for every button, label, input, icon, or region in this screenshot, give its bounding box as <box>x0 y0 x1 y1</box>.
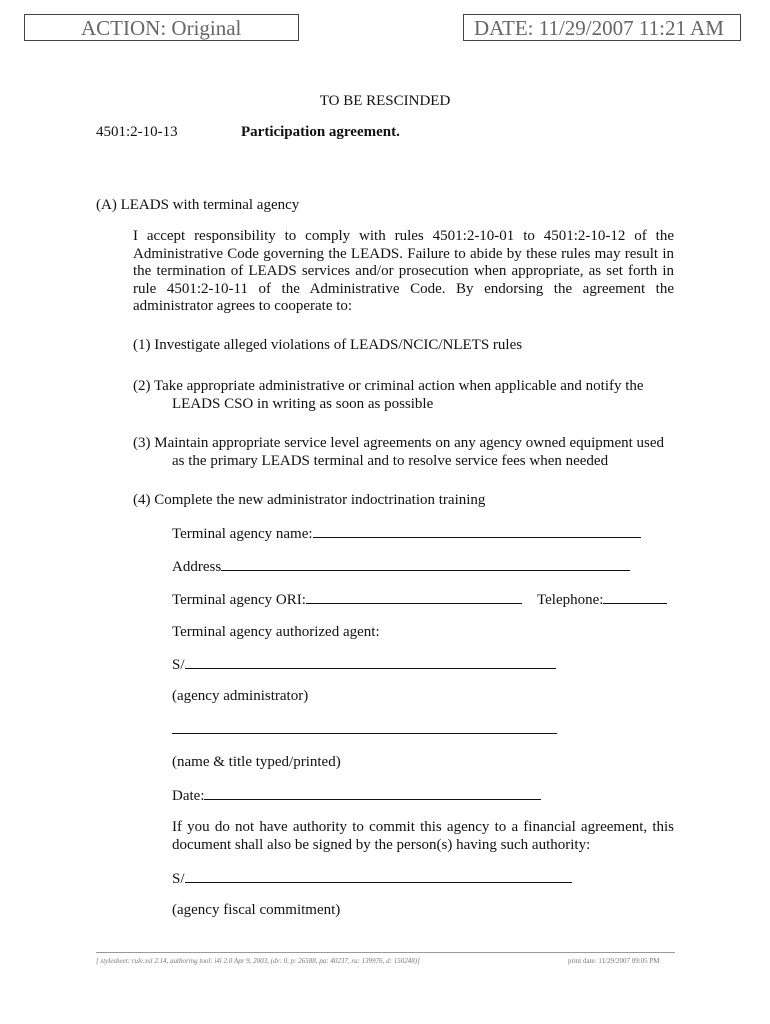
section-a-heading: (A) LEADS with terminal agency <box>96 197 300 213</box>
list-item-4: (4) Complete the new administrator indoctrination training <box>133 492 486 508</box>
address-label: Address <box>172 559 222 575</box>
action-header: ACTION: Original <box>24 14 299 41</box>
rule-title: Participation agreement. <box>241 124 400 140</box>
authority-note: If you do not have authority to commit this agency to a financial agreement, this document shall also be signed by the person(s) having such authority: <box>172 819 674 853</box>
address-field[interactable] <box>172 557 630 576</box>
terminal-agency-ori-field[interactable] <box>172 590 522 609</box>
footer-divider <box>96 952 675 953</box>
date-field[interactable] <box>172 786 541 805</box>
signature-prefix: S/ <box>172 657 185 673</box>
fiscal-signature-field[interactable] <box>172 869 572 888</box>
fiscal-signature-prefix: S/ <box>172 871 185 887</box>
name-title-field[interactable] <box>172 720 557 739</box>
agency-fiscal-caption: (agency fiscal commitment) <box>172 902 341 918</box>
name-title-line[interactable] <box>172 720 557 734</box>
rescind-status: TO BE RESCINDED <box>319 93 451 109</box>
terminal-agency-ori-label: Terminal agency ORI: <box>172 592 306 608</box>
signature-line[interactable] <box>185 655 556 669</box>
authorized-agent-label: Terminal agency authorized agent: <box>172 624 380 640</box>
telephone-field[interactable] <box>537 590 667 609</box>
telephone-line[interactable] <box>603 590 667 604</box>
address-line[interactable] <box>221 557 630 571</box>
terminal-agency-name-field[interactable] <box>172 524 641 543</box>
footer-stylesheet-info: [ stylesheet: rule.xsl 2.14, authoring tool: i4i 2.0 Apr 9, 2003, (dv: 0, p: 26588, pa: 40237, ra: 139976, d: 150248)] <box>96 957 420 965</box>
footer-print-date: print date: 11/29/2007 09:05 PM <box>568 957 660 965</box>
signature-field[interactable] <box>172 655 556 674</box>
agency-administrator-caption: (agency administrator) <box>172 688 309 704</box>
list-item-1: (1) Investigate alleged violations of LEADS/NCIC/NLETS rules <box>133 337 523 353</box>
telephone-label: Telephone: <box>537 592 604 608</box>
fiscal-signature-line[interactable] <box>185 869 572 883</box>
terminal-agency-name-line[interactable] <box>313 524 641 538</box>
rule-number: 4501:2-10-13 <box>96 124 178 140</box>
terminal-agency-name-label: Terminal agency name: <box>172 526 313 542</box>
name-title-caption: (name & title typed/printed) <box>172 754 341 770</box>
list-item-3: (3) Maintain appropriate service level agreements on any agency owned equipment used as the primary LEADS terminal and to resolve service fees when needed <box>133 435 665 469</box>
terminal-agency-ori-line[interactable] <box>306 590 522 604</box>
list-item-2: (2) Take appropriate administrative or criminal action when applicable and notify the LEADS CSO in writing as soon as possible <box>133 378 644 412</box>
section-a-body: I accept responsibility to comply with rules 4501:2-10-01 to 4501:2-10-12 of the Administrative Code governing the LEADS. Failure to abide by these rules may result in the termination of LEADS services and/or prosecution when appropriate, as set forth in rule 4501:2-10-11 of the Administrative Code. By endorsing the agreement the administrator agrees to cooperate to: <box>133 228 674 314</box>
date-label: Date: <box>172 788 205 804</box>
date-header: DATE: 11/29/2007 11:21 AM <box>463 14 741 41</box>
date-line[interactable] <box>204 786 541 800</box>
